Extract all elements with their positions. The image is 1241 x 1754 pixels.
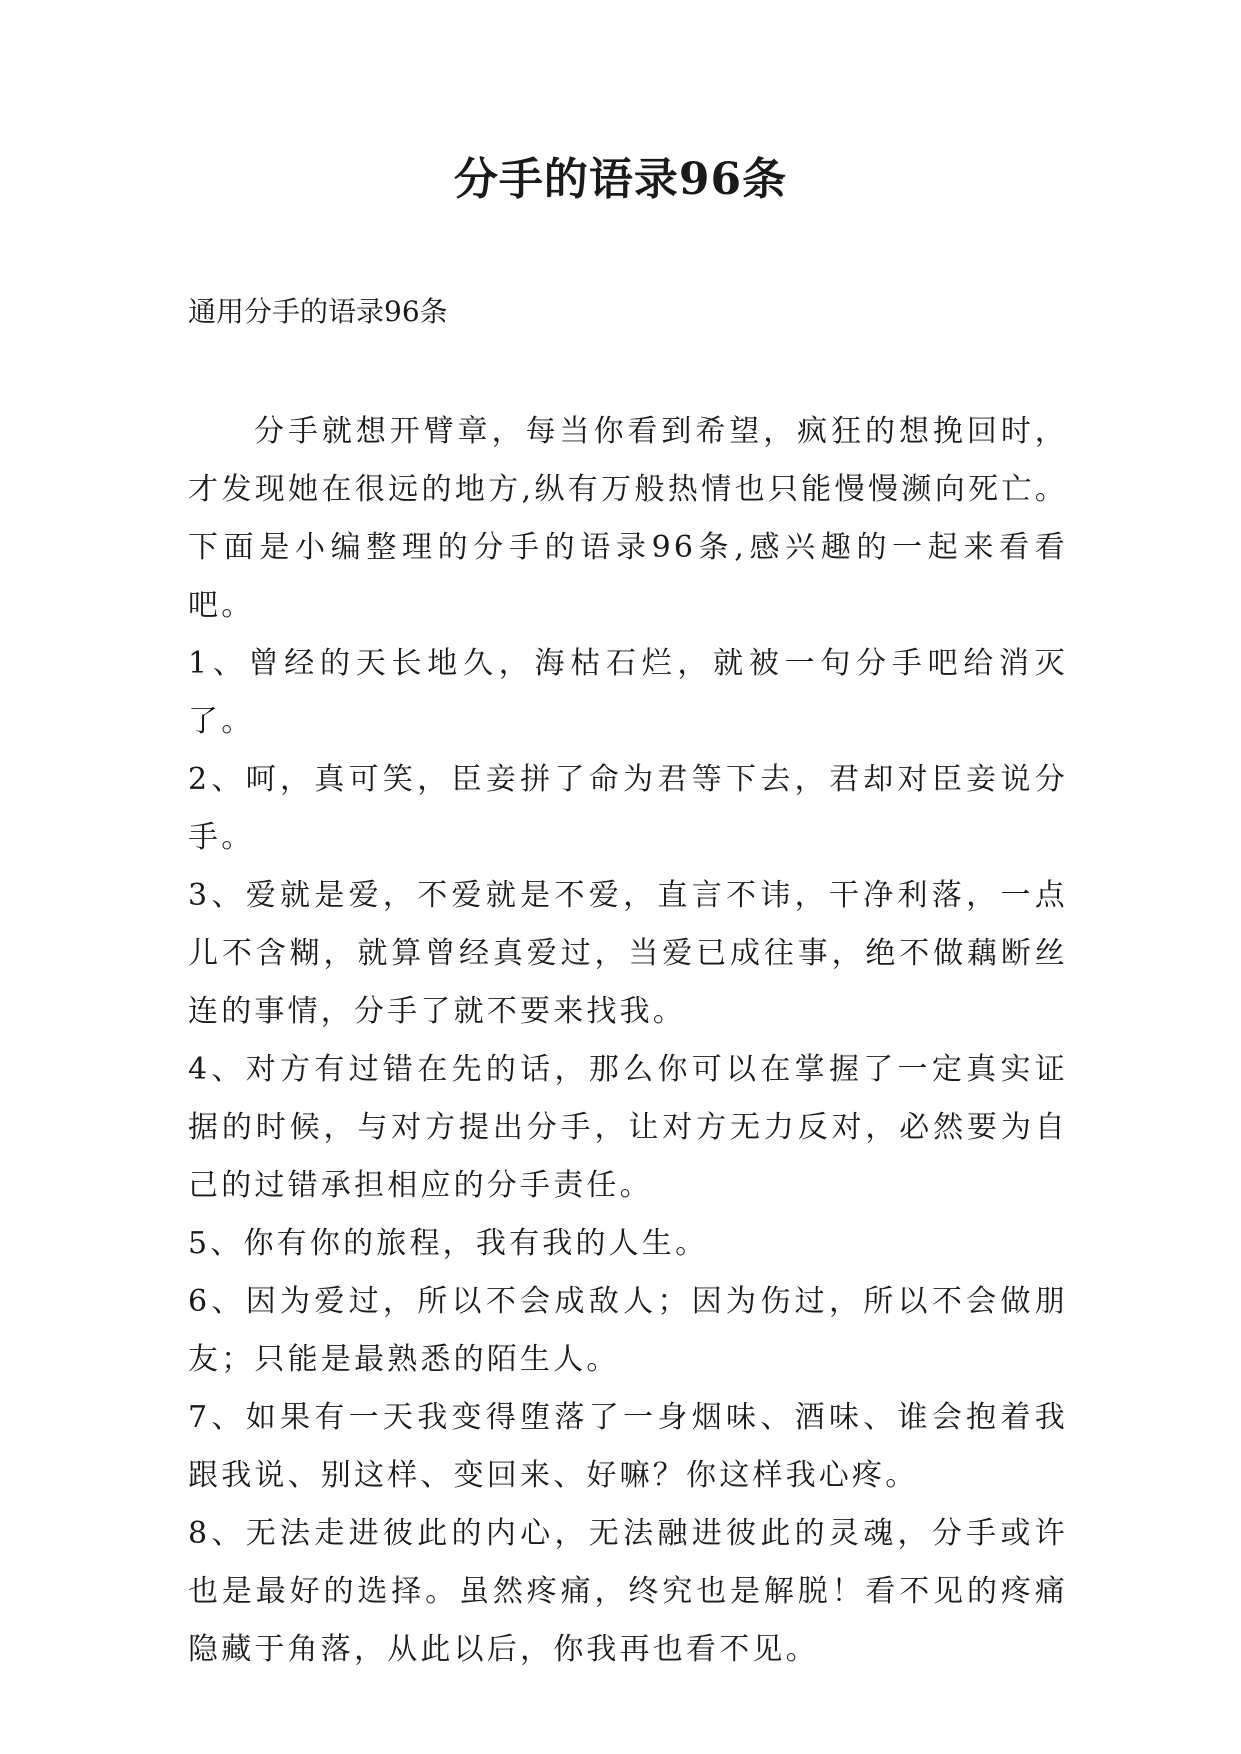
quote-item: 7、如果有一天我变得堕落了一身烟味、酒味、谁会抱着我跟我说、别这样、变回来、好嘛？你这样我心疼。 (188, 1400, 1068, 1493)
quote-item: 2、呵，真可笑，臣妾拼了命为君等下去，君却对臣妾说分手。 (188, 762, 1068, 855)
document-subtitle: 通用分手的语录96条 (188, 295, 448, 328)
quote-item: 5、你有你的旅程，我有我的人生。 (188, 1226, 709, 1261)
intro-paragraph: 分手就想开臂章，每当你看到希望，疯狂的想挽回时，才发现她在很远的地方,纵有万般热情也只能慢慢濒向死亡。下面是小编整理的分手的语录96条,感兴趣的一起来看看吧。 (188, 414, 1068, 623)
quote-item: 3、爱就是爱，不爱就是不爱，直言不讳，干净利落，一点儿不含糊，就算曾经真爱过，当爱已成往事，绝不做藕断丝连的事情，分手了就不要来找我。 (188, 878, 1068, 1029)
document-body (188, 403, 1068, 1679)
quote-item: 1、曾经的天长地久，海枯石烂，就被一句分手吧给消灭了。 (188, 646, 1068, 739)
quote-item: 8、无法走进彼此的内心，无法融进彼此的灵魂，分手或许也是最好的选择。虽然疼痛，终究也是解脱！看不见的疼痛隐藏于角落，从此以后，你我再也看不见。 (188, 1516, 1068, 1667)
document-title: 分手的语录96条 (453, 154, 788, 205)
quote-item: 4、对方有过错在先的话，那么你可以在掌握了一定真实证据的时候，与对方提出分手，让对方无力反对，必然要为自己的过错承担相应的分手责任。 (188, 1052, 1068, 1203)
quote-item: 6、因为爱过，所以不会成敌人；因为伤过，所以不会做朋友；只能是最熟悉的陌生人。 (188, 1284, 1068, 1377)
